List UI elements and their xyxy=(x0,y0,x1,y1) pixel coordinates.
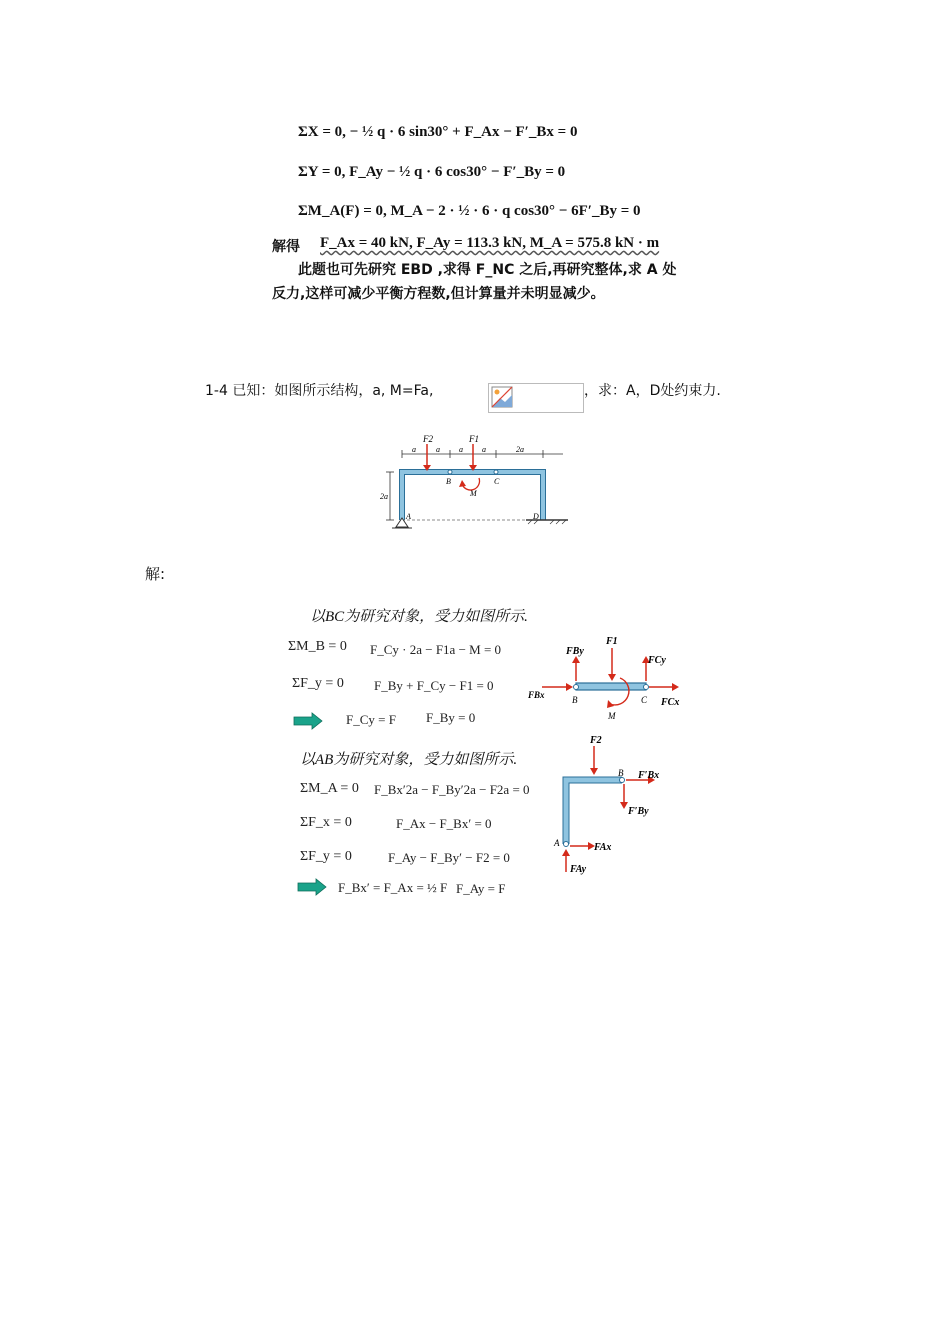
bc-result-arrow-icon xyxy=(292,712,324,730)
bc-label-c: C xyxy=(641,695,648,705)
frame-label-B: B xyxy=(446,477,451,486)
ab-fx-eq: ΣF_x = 0 xyxy=(300,815,352,830)
bc-free-body-diagram xyxy=(528,630,686,722)
ab-fy-eq: ΣF_y = 0 xyxy=(300,849,352,864)
note-line-1: 此题也可先研究 EBD ,求得 F_NC 之后,再研究整体,求 A 处 xyxy=(298,262,677,278)
bc-label-fcy: FCy xyxy=(648,655,666,666)
frame-label-C: C xyxy=(494,477,500,486)
bc-result-fby: F_By = 0 xyxy=(426,710,476,725)
frame-label-D: D xyxy=(533,512,539,521)
note-line-2: 反力,这样可减少平衡方程数,但计算量并未明显减少。 xyxy=(272,286,605,302)
broken-image-placeholder xyxy=(488,383,584,413)
bc-fy-eq: ΣF_y = 0 xyxy=(292,676,344,691)
ab-fy-eq-rhs: F_Ay − F_By′ − F2 = 0 xyxy=(388,850,510,865)
ab-label-fay: FAy xyxy=(570,864,587,875)
bc-label-fcx: FCx xyxy=(661,697,680,708)
frame-dim-2a: 2a xyxy=(516,445,524,454)
broken-image-icon xyxy=(491,386,513,408)
frame-label-M: M xyxy=(470,489,477,498)
ab-label-b: B xyxy=(618,768,624,778)
frame-structure-figure xyxy=(378,432,573,532)
bc-label-fbx: FBx xyxy=(528,690,545,700)
equation-sum-x: ΣX = 0, − ½ q · 6 sin30° + F_Ax − F′_Bx = 0 xyxy=(298,124,578,140)
ab-result-fay: F_Ay = F xyxy=(456,881,506,896)
result-label: 解得 xyxy=(272,239,300,255)
result-values: F_Ax = 40 kN, F_Ay = 113.3 kN, M_A = 575.8 kN · m xyxy=(320,235,660,251)
ab-moment-eq: ΣM_A = 0 xyxy=(300,781,359,796)
ab-label-f2: F2 xyxy=(590,735,602,746)
ab-label-fby: F′By xyxy=(628,806,649,817)
frame-dim-height: 2a xyxy=(380,492,388,501)
problem-statement-prefix: 1-4 已知：如图所示结构，a, M=Fa, xyxy=(205,383,434,399)
frame-dim-a3: a xyxy=(459,445,463,454)
ab-free-body-diagram xyxy=(546,732,666,880)
ab-label-a: A xyxy=(554,838,560,848)
ab-result-arrow-icon xyxy=(296,878,328,896)
bc-section-title: 以BC为研究对象，受力如图所示. xyxy=(310,609,528,625)
frame-label-F2: F2 xyxy=(423,434,433,444)
solution-label: 解: xyxy=(145,565,166,583)
ab-label-fbx: F′Bx xyxy=(638,770,660,781)
ab-moment-eq-rhs: F_Bx′2a − F_By′2a − F2a = 0 xyxy=(374,782,530,797)
bc-label-fby: FBy xyxy=(566,646,584,657)
bc-result-fcy: F_Cy = F xyxy=(346,712,396,727)
ab-label-fax: FAx xyxy=(594,842,612,853)
bc-label-m: M xyxy=(608,711,616,721)
bc-moment-eq: ΣM_B = 0 xyxy=(288,639,347,654)
equation-sum-y: ΣY = 0, F_Ay − ½ q · 6 cos30° − F′_By = 0 xyxy=(298,164,566,180)
bc-moment-eq-rhs: F_Cy · 2a − F1a − M = 0 xyxy=(370,642,502,657)
frame-dim-a2: a xyxy=(436,445,440,454)
problem-statement-suffix: ，求：A，D处约束力. xyxy=(584,383,721,399)
bc-label-f1: F1 xyxy=(606,636,618,647)
frame-label-A: A xyxy=(406,512,411,521)
ab-result-fbx: F_Bx′ = F_Ax = ½ F xyxy=(338,880,448,895)
bc-fy-eq-rhs: F_By + F_Cy − F1 = 0 xyxy=(374,678,494,693)
bc-label-b: B xyxy=(572,695,578,705)
equation-sum-moment: ΣM_A(F) = 0, M_A − 2 · ½ · 6 · q cos30° − 6F′_By = 0 xyxy=(298,203,641,219)
frame-label-F1: F1 xyxy=(469,434,479,444)
ab-section-title: 以AB为研究对象，受力如图所示. xyxy=(300,752,518,768)
frame-dim-a4: a xyxy=(482,445,486,454)
frame-dim-a1: a xyxy=(412,445,416,454)
ab-fx-eq-rhs: F_Ax − F_Bx′ = 0 xyxy=(396,816,492,831)
